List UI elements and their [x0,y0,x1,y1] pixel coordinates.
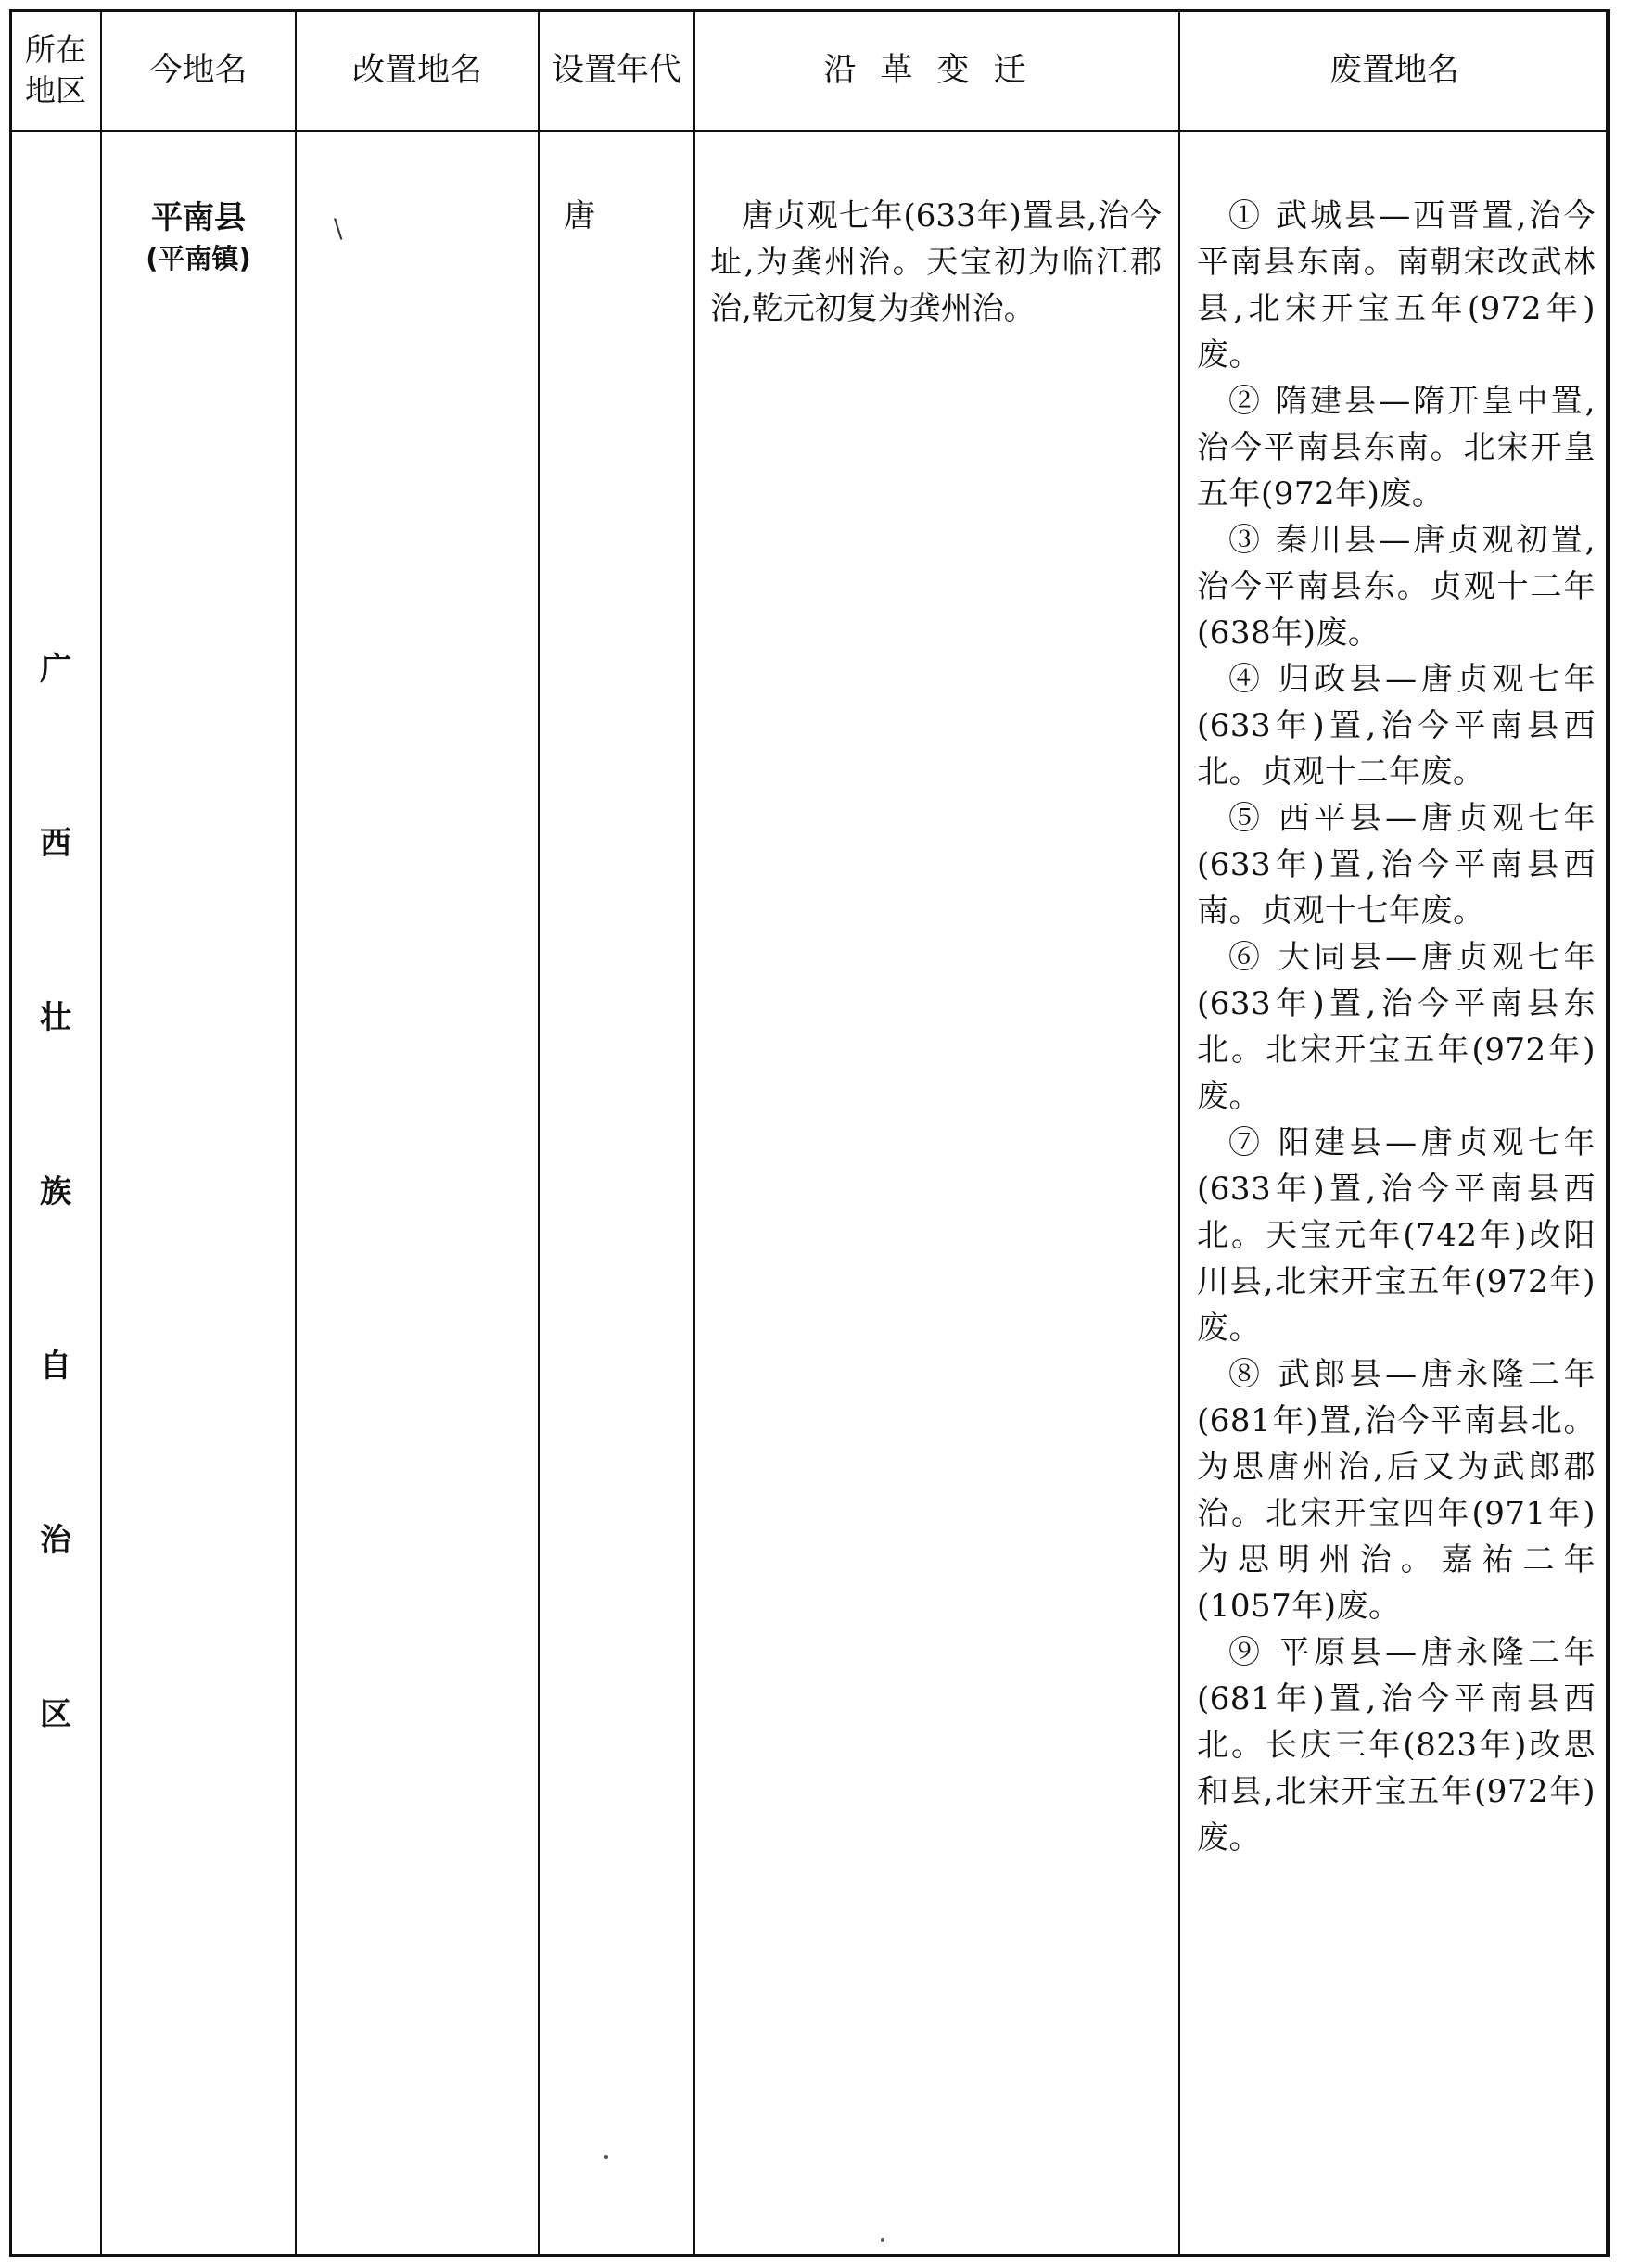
header-era: 设置年代 [539,10,694,131]
scan-speck [604,2155,608,2159]
table-frame [9,9,1609,2257]
scan-speck [881,2238,884,2242]
region-char: 西 [40,825,71,862]
abolished-entry: ⑤ 西平县—唐贞观七年(633年)置,治今平南县西南。贞观十七年废。 [1197,800,1596,930]
abolished-entry: ⑨ 平原县—唐永隆二年(681年)置,治今平南县西北。长庆三年(823年)改思和县,北宋开宝五年(972年)废。 [1197,1634,1596,1856]
header-abolished: 废置地名 [1179,10,1609,131]
region-char: 治 [40,1522,71,1559]
abolished-entry: ① 武城县—西晋置,治今平南县东南。南朝宋改武林县,北宋开宝五年(972年)废。 [1197,197,1596,374]
header-history: 沿革变迁 [694,10,1179,131]
abolished-entry: ④ 归政县—唐贞观七年(633年)置,治今平南县西北。贞观十二年废。 [1197,661,1596,791]
region-char: 自 [40,1348,71,1385]
history-text: 唐贞观七年(633年)置县,治今址,为龚州治。天宝初为临江郡治,乾元初复为龚州治。 [710,197,1162,327]
abolished-entry: ⑥ 大同县—唐贞观七年(633年)置,治今平南县东北。北宋开宝五年(972年)废。 [1197,939,1596,1115]
abolished-entry: ② 隋建县—隋开皇中置,治今平南县东南。北宋开皇五年(972年)废。 [1197,383,1596,513]
abolished-entry: ⑦ 阳建县—唐贞观七年(633年)置,治今平南县西北。天宝元年(742年)改阳川县,北宋开宝五年(972年)废。 [1197,1124,1596,1347]
region-char: 族 [40,1173,71,1210]
era-text: 唐 [564,197,595,234]
header-region: 所在地区 [10,10,101,131]
region-char: 区 [40,1696,71,1733]
today-seat: (平南镇) [146,243,251,274]
header-renamed: 改置地名 [296,10,539,131]
abolished-entry: ⑧ 武郎县—唐永隆二年(681年)置,治今平南县北。为思唐州治,后又为武郎郡治。北宋开宝四年(971年)为思明州治。嘉祐二年(1057年)废。 [1197,1356,1596,1625]
header-today-name: 今地名 [101,10,296,131]
today-name: 平南县 [151,199,246,236]
region-char: 广 [40,651,71,688]
region-char: 壮 [40,999,71,1036]
abolished-entry: ③ 秦川县—唐贞观初置,治今平南县东。贞观十二年(638年)废。 [1197,522,1596,652]
renamed-mark: \ [334,213,343,244]
